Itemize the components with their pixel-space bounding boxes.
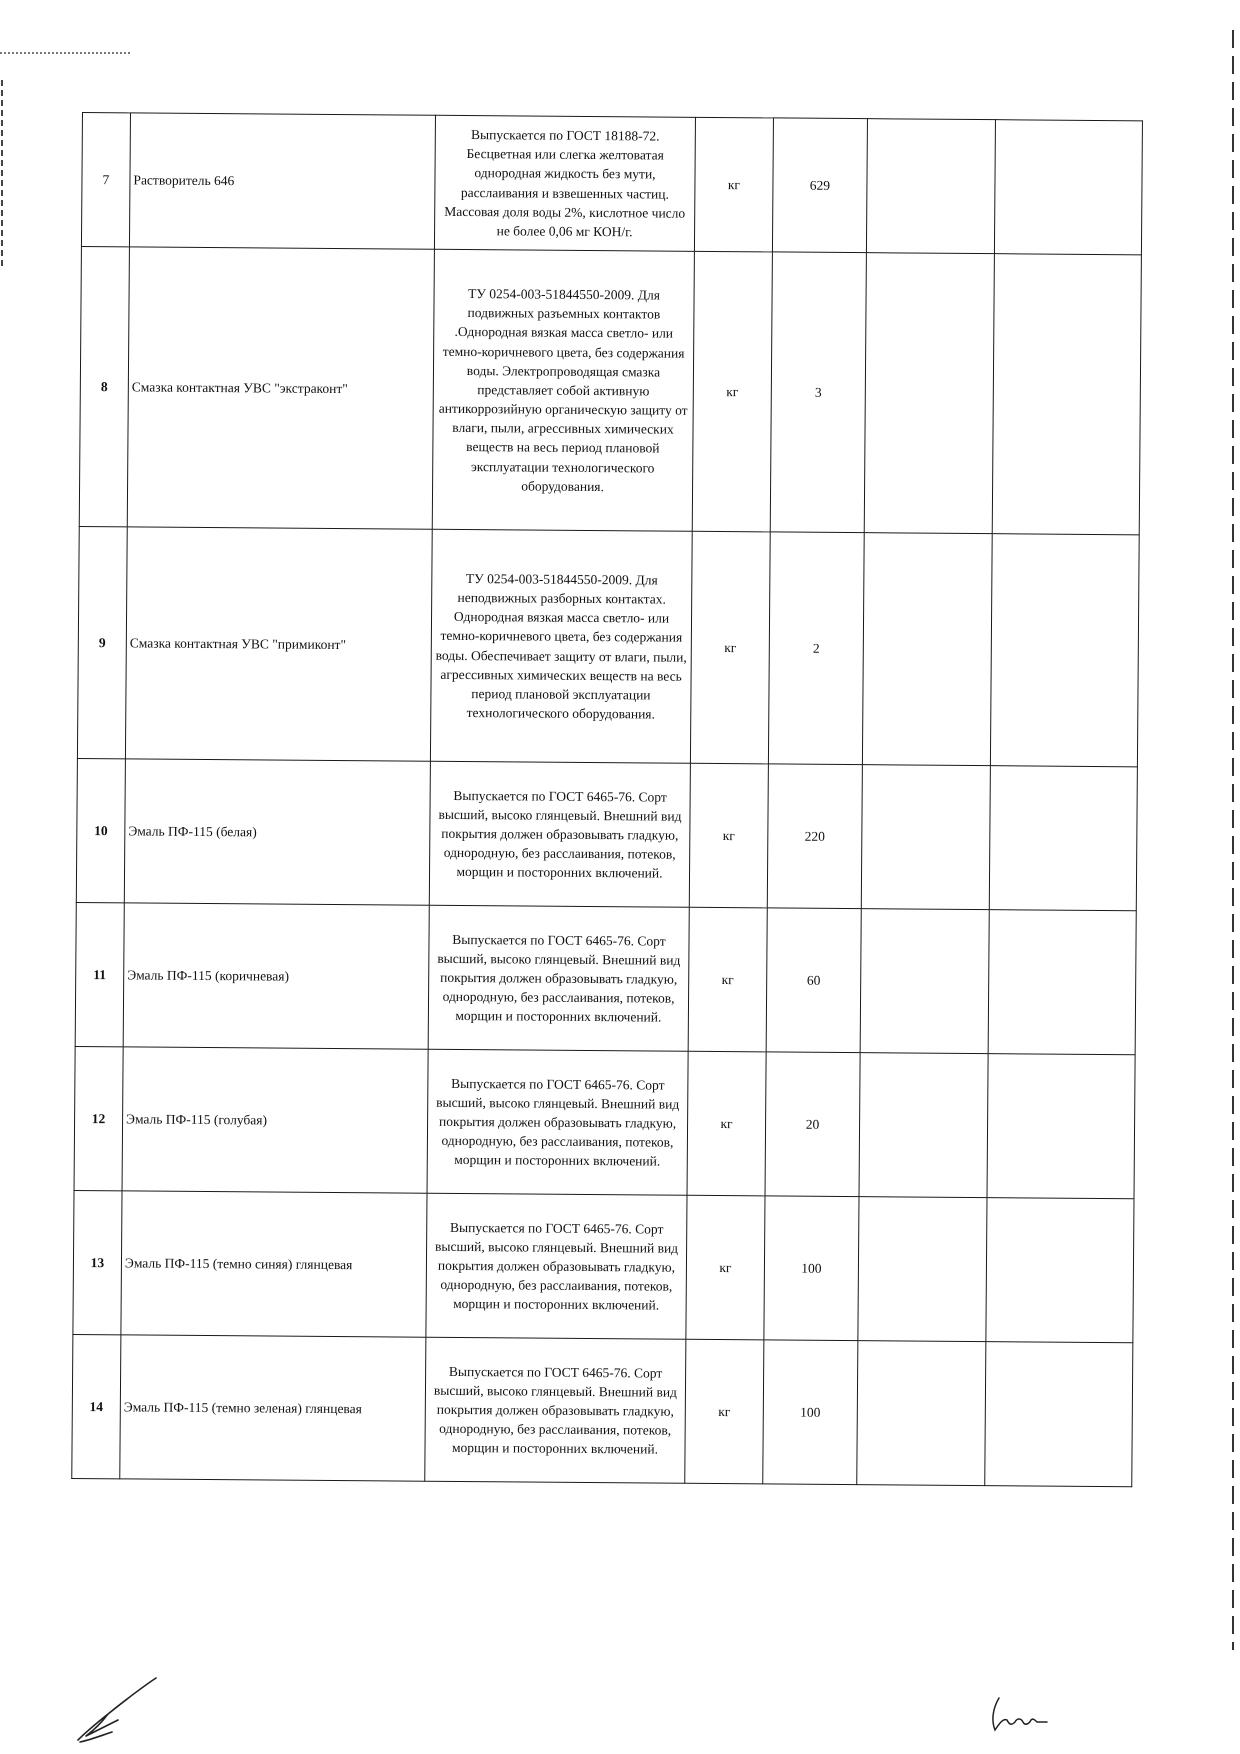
- item-unit: кг: [690, 531, 770, 764]
- table-row: [75, 902, 1136, 1054]
- scan-mark-left: [1, 80, 3, 270]
- item-unit: кг: [685, 1339, 764, 1484]
- row-number: 7: [81, 113, 130, 247]
- empty-cell: [990, 534, 1139, 767]
- item-quantity: 629: [772, 118, 867, 253]
- empty-cell: [858, 1197, 987, 1342]
- item-name: Эмаль ПФ-115 (коричневая): [123, 903, 429, 1049]
- item-unit: кг: [692, 251, 772, 532]
- item-unit: кг: [688, 907, 767, 1052]
- empty-cell: [861, 765, 990, 910]
- table-row: [73, 1190, 1134, 1342]
- item-name: Растворитель 646: [129, 113, 435, 249]
- empty-cell: [987, 1054, 1135, 1199]
- handwritten-signature-icon: [68, 1670, 168, 1750]
- empty-cell: [986, 1198, 1134, 1343]
- empty-cell: [857, 1341, 986, 1486]
- item-description: Выпускается по ГОСТ 6465-76. Сорт высший, высоко глянцевый. Внешний вид покрытия должен образовывать гладкую, однородную, без расслаивания, потеков, морщин и посторонних включений.: [426, 1193, 687, 1339]
- table-row: [74, 1046, 1135, 1198]
- empty-cell: [859, 1053, 988, 1198]
- table-row: [81, 113, 1142, 255]
- scan-mark-top: [0, 52, 130, 57]
- item-quantity: 3: [770, 252, 866, 533]
- empty-cell: [985, 1342, 1133, 1487]
- table-row: [76, 758, 1137, 910]
- item-description: Выпускается по ГОСТ 6465-76. Сорт высший, высоко глянцевый. Внешний вид покрытия должен образовывать гладкую, однородную, без расслаивания, потеков, морщин и посторонних включений.: [429, 761, 690, 907]
- item-unit: кг: [689, 763, 768, 908]
- item-name: Эмаль ПФ-115 (белая): [124, 759, 430, 905]
- item-quantity: 220: [767, 764, 862, 909]
- row-number: 8: [79, 246, 129, 526]
- empty-cell: [989, 766, 1137, 911]
- item-name: Смазка контактная УВС "примиконт": [125, 527, 432, 761]
- item-description: ТУ 0254-003-51844550-2009. Для подвижных разъемных контактов .Однородная вязкая масса светло- или темно-коричневого цвета, без содержания воды. Электропроводящая смазка представляет собой активную антикоррозийную органическую защиту от влаги, пыли, агрессивных химических веществ на весь период плановой эксплуатации технологического оборудования.: [432, 249, 694, 531]
- empty-cell: [994, 120, 1142, 255]
- item-name: Эмаль ПФ-115 (темно зеленая) глянцевая: [120, 1335, 426, 1481]
- item-quantity: 60: [766, 908, 861, 1053]
- empty-cell: [860, 909, 989, 1054]
- item-quantity: 100: [763, 1340, 858, 1485]
- item-name: Эмаль ПФ-115 (темно синяя) глянцевая: [121, 1191, 427, 1337]
- materials-table: [71, 112, 1143, 1487]
- empty-cell: [992, 254, 1141, 535]
- item-description: Выпускается по ГОСТ 6465-76. Сорт высший, высоко глянцевый. Внешний вид покрытия должен образовывать гладкую, однородную, без расслаивания, потеков, морщин и посторонних включений.: [427, 1049, 688, 1195]
- item-unit: кг: [687, 1051, 766, 1196]
- row-number: 10: [76, 758, 125, 902]
- handwritten-initials-icon: [985, 1690, 1055, 1740]
- item-description: Выпускается по ГОСТ 6465-76. Сорт высший, высоко глянцевый. Внешний вид покрытия должен образовывать гладкую, однородную, без расслаивания, потеков, морщин и посторонних включений.: [425, 1337, 686, 1483]
- item-name: Эмаль ПФ-115 (голубая): [122, 1047, 428, 1193]
- empty-cell: [862, 533, 992, 766]
- item-quantity: 100: [764, 1196, 859, 1341]
- item-description: Выпускается по ГОСТ 18188-72. Бесцветная или слегка желтоватая однородная жидкость без мути, расслаивания и взвешенных частиц. Массовая доля воды 2%, кислотное число не более 0,06 мг КОН/г.: [434, 115, 695, 251]
- table-row: [79, 246, 1141, 534]
- item-unit: кг: [686, 1195, 765, 1340]
- empty-cell: [988, 910, 1136, 1055]
- item-description: ТУ 0254-003-51844550-2009. Для неподвижных разборных контактах. Однородная вязкая масса светло- или темно-коричневого цвета, без содержания воды. Обеспечивает защиту от влаги, пыли, агрессивных химических веществ на весь период плановой эксплуатации технологического оборудования.: [430, 529, 692, 763]
- item-name: Смазка контактная УВС "экстраконт": [127, 247, 434, 529]
- empty-cell: [864, 253, 994, 534]
- row-number: 14: [72, 1334, 121, 1478]
- item-unit: кг: [694, 117, 773, 252]
- item-description: Выпускается по ГОСТ 6465-76. Сорт высший, высоко глянцевый. Внешний вид покрытия должен образовывать гладкую, однородную, без расслаивания, потеков, морщин и посторонних включений.: [428, 905, 689, 1051]
- row-number: 13: [73, 1190, 122, 1334]
- table-row: [72, 1334, 1133, 1486]
- empty-cell: [866, 119, 995, 254]
- row-number: 11: [75, 902, 124, 1046]
- item-quantity: 2: [768, 532, 864, 765]
- table-row: [77, 526, 1139, 766]
- item-quantity: 20: [765, 1052, 860, 1197]
- scan-mark-right: [1232, 30, 1234, 1650]
- row-number: 9: [77, 526, 127, 758]
- row-number: 12: [74, 1046, 123, 1190]
